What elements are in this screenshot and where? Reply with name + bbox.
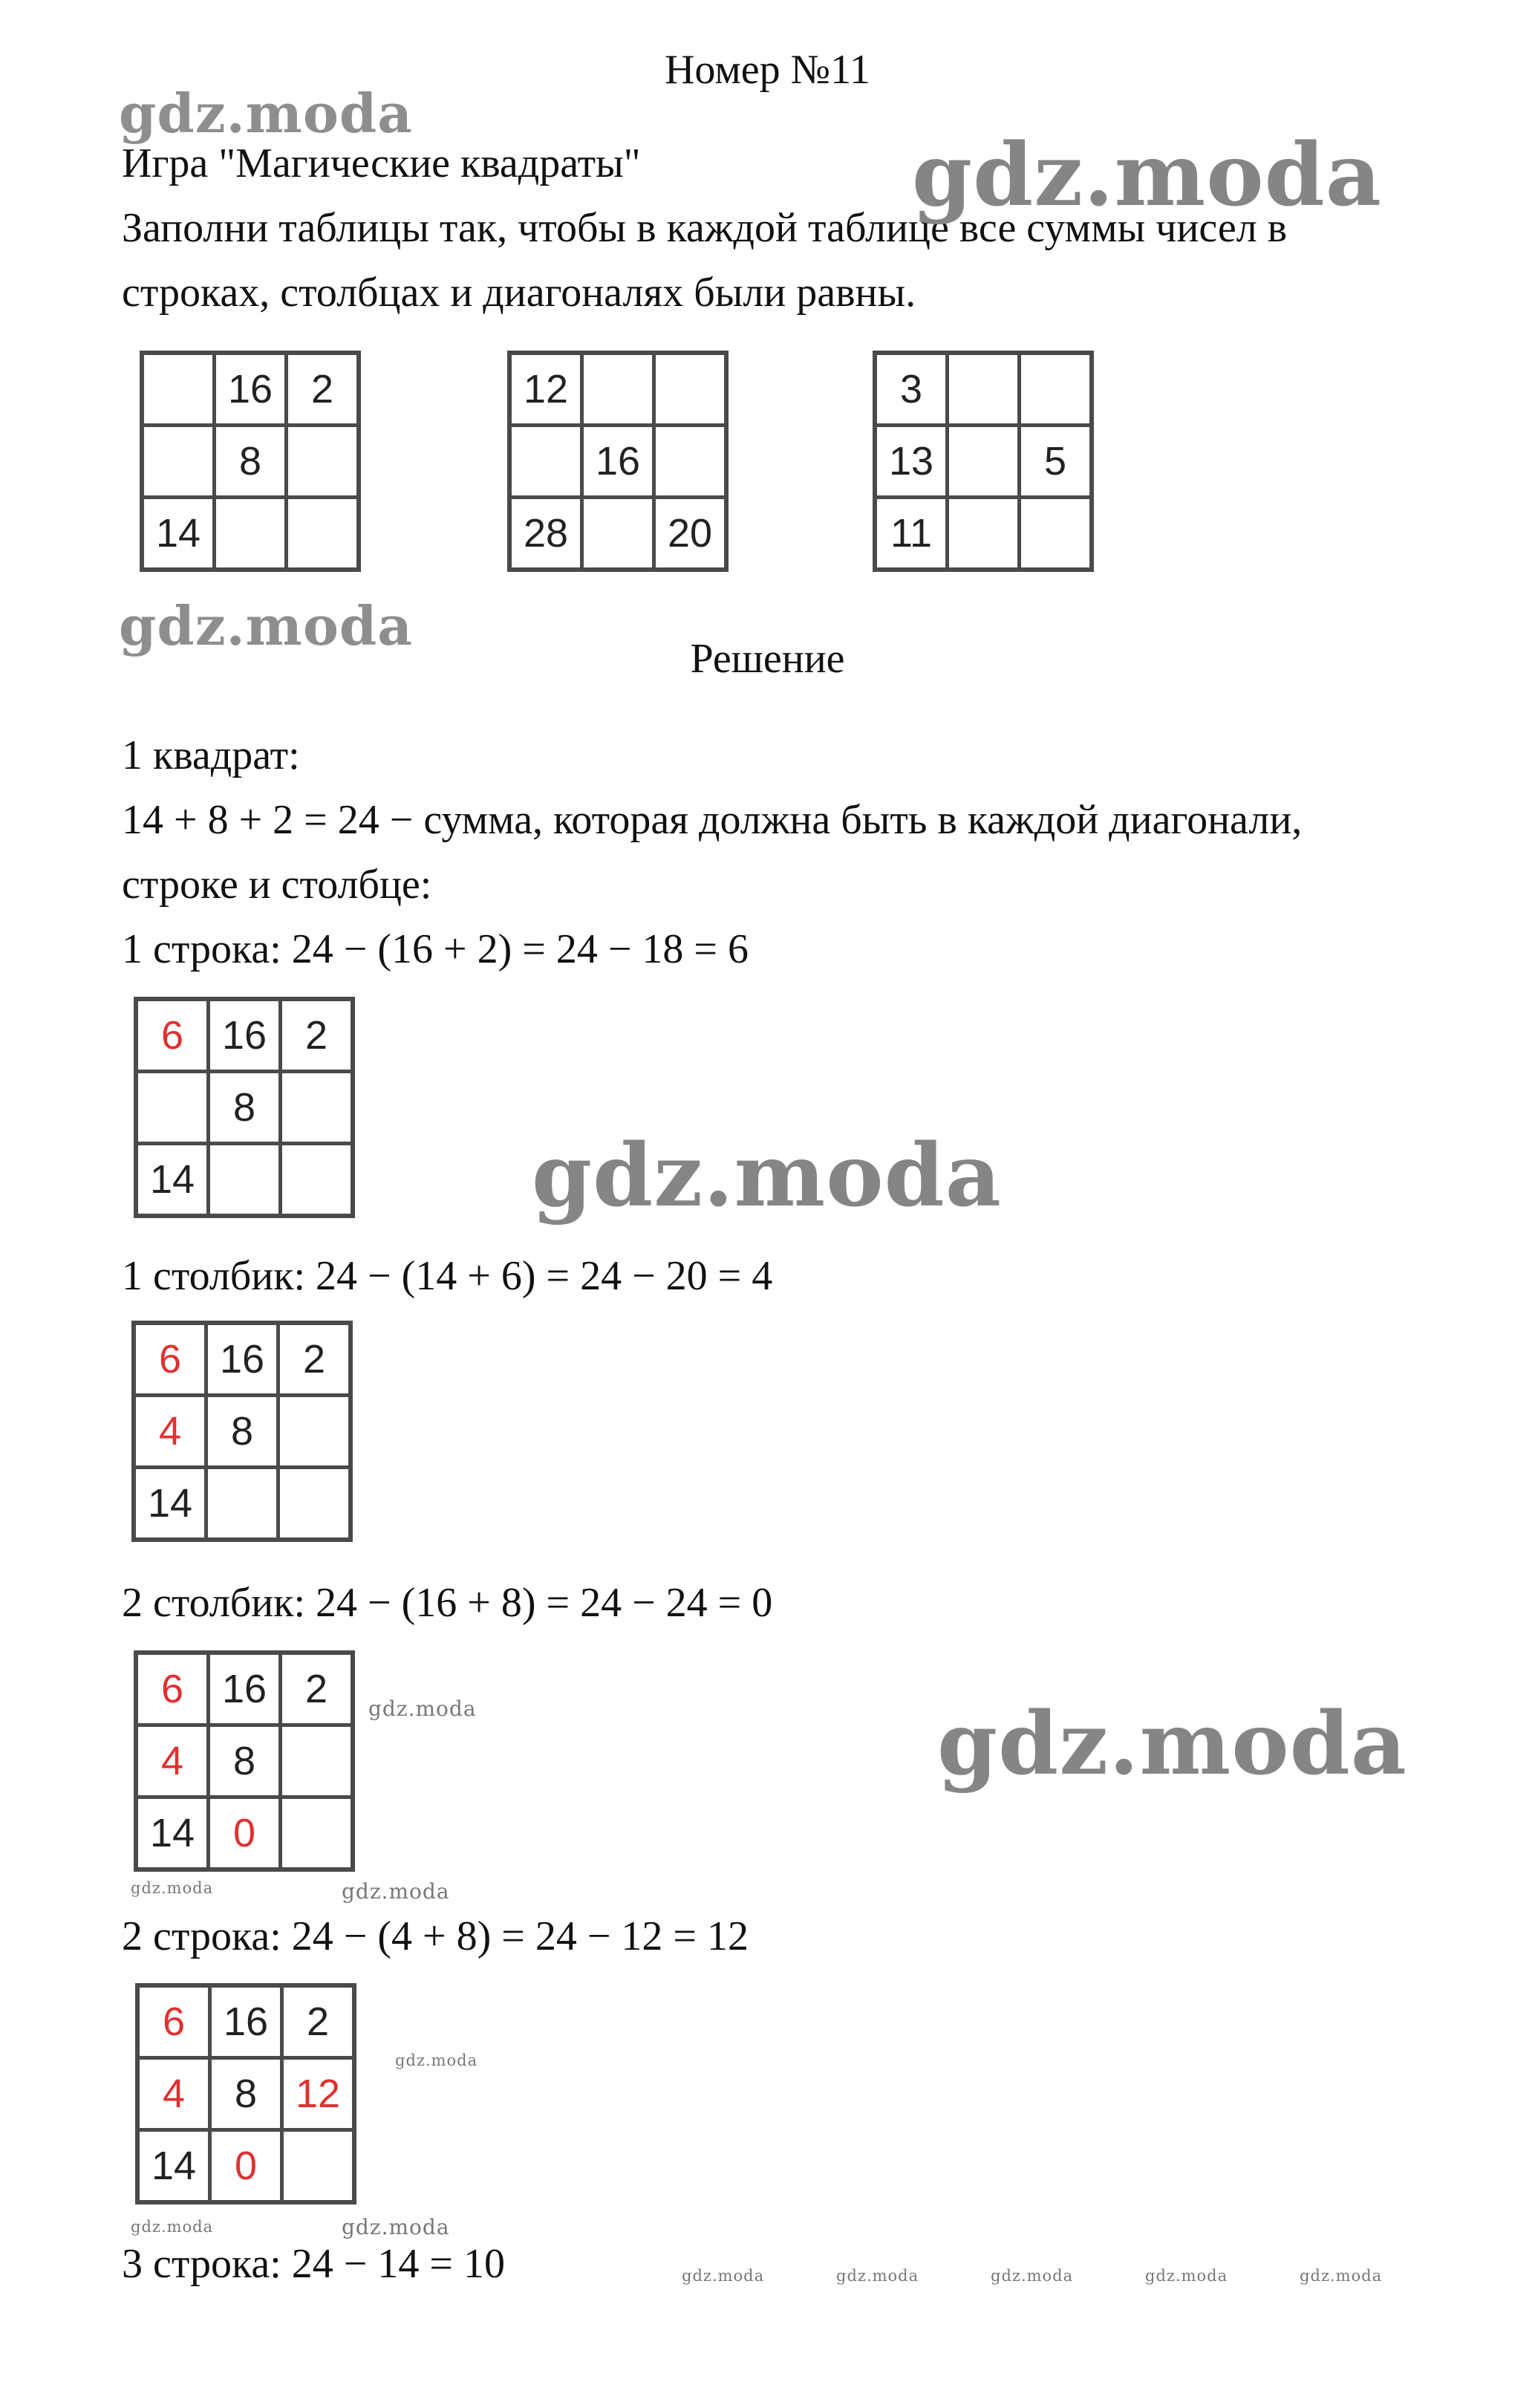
grid-cell: 16 xyxy=(209,999,281,1072)
grid-cell: 11 xyxy=(875,498,948,570)
task-grid-3 xyxy=(873,351,1094,572)
grid-cell: 2 xyxy=(278,1323,351,1396)
grid-cell xyxy=(948,426,1020,498)
grid-cell: 4 xyxy=(137,2058,210,2130)
step-1-grid xyxy=(134,997,355,1218)
grid-row xyxy=(509,498,726,570)
grid-cell: 5 xyxy=(1020,426,1092,498)
grid-cell xyxy=(281,1072,353,1144)
step-3-text: 2 столбик: 24 − (16 + 8) = 24 − 24 = 0 xyxy=(122,1580,773,1626)
problem-number: Номер №11 xyxy=(664,47,871,93)
grid-cell xyxy=(206,1468,278,1540)
grid-cell: 2 xyxy=(282,1985,355,2058)
grid-cell: 14 xyxy=(137,2130,210,2203)
watermark: gdz.moda xyxy=(532,1125,1002,1226)
grid-cell: 8 xyxy=(206,1396,278,1468)
grid-cell: 2 xyxy=(287,353,359,426)
grid-cell: 6 xyxy=(136,999,209,1072)
grid-cell: 12 xyxy=(509,353,582,426)
grid-cell xyxy=(654,426,727,498)
grid-row xyxy=(136,1797,353,1870)
grid-cell xyxy=(281,1797,353,1870)
watermark: gdz.moda xyxy=(912,125,1382,226)
grid-cell: 8 xyxy=(209,1725,281,1797)
grid-cell xyxy=(142,353,215,426)
grid-cell: 16 xyxy=(206,1323,278,1396)
grid-cell xyxy=(282,2130,355,2203)
watermark: gdz.moda xyxy=(937,1693,1407,1794)
grid-row xyxy=(136,999,353,1072)
step-4-grid xyxy=(135,1983,356,2204)
grid-cell: 20 xyxy=(654,498,727,570)
sum-line-1: 14 + 8 + 2 = 24 − сумма, которая должна быть в каждой диагонали, xyxy=(122,797,1303,843)
step-2-text: 1 столбик: 24 − (14 + 6) = 24 − 20 = 4 xyxy=(122,1253,773,1299)
grid-row xyxy=(509,426,726,498)
grid-cell: 12 xyxy=(282,2058,355,2130)
watermark: gdz.moda xyxy=(131,2218,214,2236)
step-5-text: 3 строка: 24 − 14 = 10 xyxy=(122,2241,505,2287)
grid-cell xyxy=(1020,353,1092,426)
grid-row xyxy=(137,2058,354,2130)
grid-cell: 8 xyxy=(209,1072,281,1144)
grid-cell xyxy=(287,498,359,570)
grid-cell xyxy=(136,1072,209,1144)
game-title: Игра "Магические квадраты" xyxy=(122,140,641,186)
grid-cell: 4 xyxy=(134,1396,206,1468)
grid-row xyxy=(134,1323,351,1396)
grid-cell: 2 xyxy=(281,1653,353,1725)
grid-row xyxy=(136,1144,353,1217)
watermark: gdz.moda xyxy=(131,1879,214,1897)
grid-cell xyxy=(654,353,727,426)
watermark: gdz.moda xyxy=(342,2215,450,2239)
grid-cell xyxy=(215,498,287,570)
watermark: gdz.moda xyxy=(119,82,413,145)
step-4-text: 2 строка: 24 − (4 + 8) = 24 − 12 = 12 xyxy=(122,1913,749,1959)
sum-line-2: строке и столбце: xyxy=(122,862,432,908)
grid-cell xyxy=(582,353,654,426)
grid-row xyxy=(137,2130,354,2203)
grid-cell: 14 xyxy=(136,1144,209,1217)
step-1-text: 1 строка: 24 − (16 + 2) = 24 − 18 = 6 xyxy=(122,926,749,972)
grid-row xyxy=(136,1725,353,1797)
grid-cell: 0 xyxy=(209,1797,281,1870)
watermark: gdz.moda xyxy=(395,2051,478,2069)
grid-cell xyxy=(1020,498,1092,570)
square-label: 1 квадрат: xyxy=(122,732,300,778)
grid-cell: 14 xyxy=(134,1468,206,1540)
grid-cell xyxy=(281,1725,353,1797)
watermark: gdz.moda xyxy=(119,594,413,657)
grid-cell: 16 xyxy=(209,1653,281,1725)
grid-row xyxy=(136,1653,353,1725)
grid-cell: 16 xyxy=(210,1985,282,2058)
task-line-1: Заполни таблицы так, чтобы в каждой таблице все суммы чисел в xyxy=(122,205,1288,251)
grid-cell xyxy=(209,1144,281,1217)
grid-cell xyxy=(142,426,215,498)
grid-row xyxy=(875,426,1092,498)
grid-cell: 6 xyxy=(137,1985,210,2058)
grid-cell: 16 xyxy=(215,353,287,426)
step-3-grid xyxy=(134,1650,355,1872)
grid-cell: 2 xyxy=(281,999,353,1072)
watermark: gdz.moda xyxy=(342,1879,450,1904)
solution-title: Решение xyxy=(690,636,845,682)
grid-cell xyxy=(281,1144,353,1217)
grid-cell: 28 xyxy=(509,498,582,570)
grid-cell: 6 xyxy=(134,1323,206,1396)
task-grid-1 xyxy=(140,351,361,572)
watermark: gdz.moda xyxy=(1145,2267,1228,2285)
grid-row xyxy=(134,1468,351,1540)
grid-cell: 0 xyxy=(210,2130,282,2203)
grid-cell: 16 xyxy=(582,426,654,498)
grid-row xyxy=(509,353,726,426)
grid-cell: 13 xyxy=(875,426,948,498)
grid-cell: 8 xyxy=(215,426,287,498)
grid-cell: 14 xyxy=(142,498,215,570)
grid-cell: 4 xyxy=(136,1725,209,1797)
grid-row xyxy=(142,426,359,498)
watermark: gdz.moda xyxy=(991,2267,1074,2285)
grid-cell: 3 xyxy=(875,353,948,426)
watermark: gdz.moda xyxy=(1300,2267,1383,2285)
watermark: gdz.moda xyxy=(368,1696,477,1721)
grid-cell xyxy=(509,426,582,498)
grid-row xyxy=(134,1396,351,1468)
grid-cell xyxy=(948,498,1020,570)
grid-row xyxy=(875,353,1092,426)
grid-cell xyxy=(287,426,359,498)
watermark: gdz.moda xyxy=(836,2267,919,2285)
grid-cell: 14 xyxy=(136,1797,209,1870)
grid-row xyxy=(875,498,1092,570)
grid-row xyxy=(137,1985,354,2058)
grid-cell xyxy=(948,353,1020,426)
grid-cell: 6 xyxy=(136,1653,209,1725)
task-line-2: строках, столбцах и диагоналях были равны. xyxy=(122,270,916,316)
grid-row xyxy=(136,1072,353,1144)
watermark: gdz.moda xyxy=(682,2267,765,2285)
grid-cell xyxy=(278,1468,351,1540)
grid-cell xyxy=(278,1396,351,1468)
step-2-grid xyxy=(131,1321,353,1542)
grid-cell xyxy=(582,498,654,570)
task-grid-2 xyxy=(507,351,729,572)
grid-row xyxy=(142,498,359,570)
grid-cell: 8 xyxy=(210,2058,282,2130)
grid-row xyxy=(142,353,359,426)
